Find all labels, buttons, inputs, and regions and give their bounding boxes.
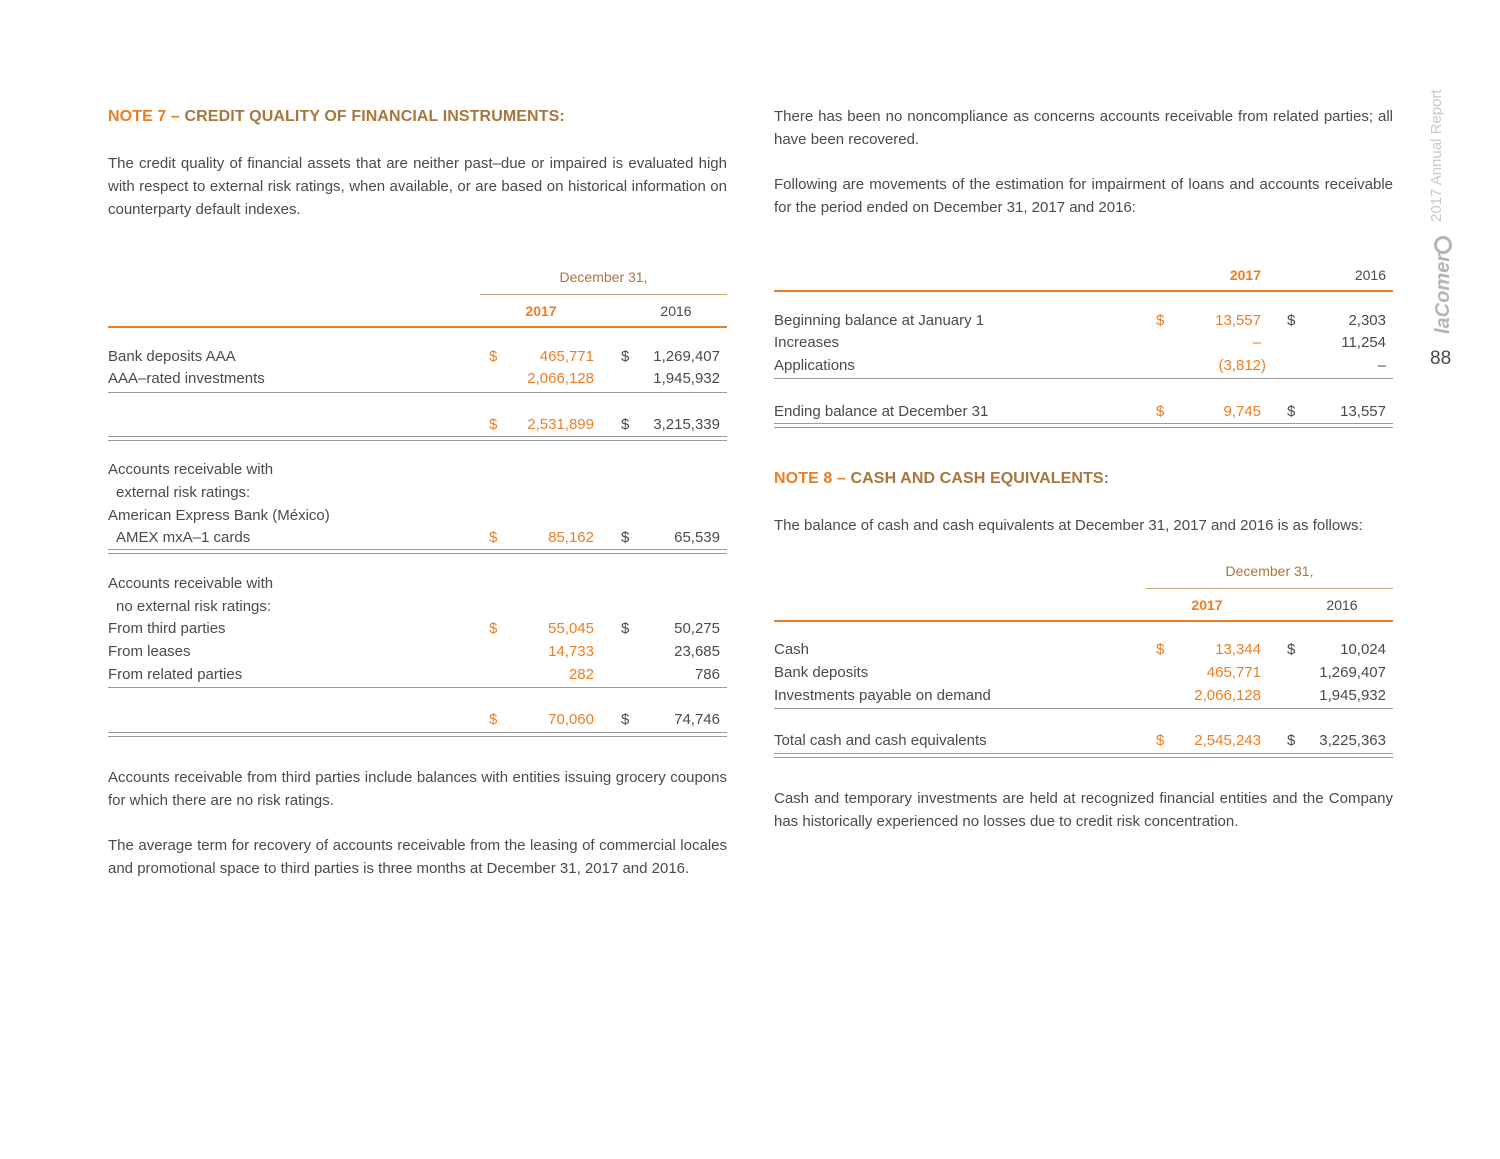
- total-2017: 70,060: [548, 711, 594, 728]
- note8-col-2016: 2016: [1326, 597, 1358, 613]
- value-2016: 10,024: [1340, 641, 1386, 658]
- value-2016: 23,685: [674, 643, 720, 660]
- section-subheading: American Express Bank (México): [108, 507, 330, 524]
- report-title: 2017 Annual Report: [1428, 89, 1445, 222]
- note7-para-third-parties: Accounts receivable from third parties include balances with entities issuing grocery coupons for which there are no risk ratings.: [108, 769, 727, 809]
- value-2016: 786: [694, 666, 720, 683]
- note8-col-2017: 2017: [1191, 597, 1223, 613]
- row-divider: [774, 708, 1393, 709]
- section-heading: external risk ratings:: [116, 484, 251, 501]
- table-row-label: From third parties: [108, 620, 226, 637]
- note7-header-date: December 31,: [559, 269, 648, 285]
- header-rule: [774, 290, 1393, 292]
- table-row-label: Cash: [774, 641, 810, 658]
- note7-col-2016: 2016: [660, 303, 692, 319]
- section-heading: Accounts receivable with: [108, 461, 274, 478]
- value-2016: 1,945,932: [653, 370, 720, 387]
- currency-symbol: $: [1156, 403, 1165, 420]
- value-2017: 282: [568, 666, 594, 683]
- currency-symbol: $: [1287, 641, 1296, 658]
- table-row-label: From leases: [108, 643, 191, 660]
- note8-title-text: CASH AND CASH EQUIVALENTS:: [850, 470, 1110, 487]
- value-2017: 465,771: [539, 348, 594, 365]
- total-double-rule: [774, 753, 1393, 758]
- value-2017: 85,162: [548, 529, 594, 546]
- value-2016: 1,269,407: [653, 348, 720, 365]
- value-2017: 2,066,128: [1194, 687, 1261, 704]
- table-row-label: From related parties: [108, 666, 243, 683]
- note7-para-average-term: The average term for recovery of accounts receivable from the leasing of commercial locales and promotional space to third parties is three months at December 31, 2017 and 2016.: [108, 837, 727, 877]
- currency-symbol: $: [489, 620, 498, 637]
- total-2016: 3,225,363: [1319, 732, 1386, 749]
- note8-header-date: December 31,: [1225, 563, 1314, 579]
- total-double-rule: [108, 436, 727, 441]
- company-logo: laComer: [1432, 253, 1454, 334]
- currency-symbol: $: [1287, 732, 1296, 749]
- table-row-label: Applications: [774, 357, 855, 374]
- table-row-label: Investments payable on demand: [774, 687, 991, 704]
- total-2016: 13,557: [1340, 403, 1386, 420]
- value-2017: 13,557: [1215, 312, 1261, 329]
- note7-title: [108, 108, 565, 126]
- currency-symbol: $: [1287, 312, 1296, 329]
- currency-symbol: $: [1156, 641, 1165, 658]
- note7-title-text: CREDIT QUALITY OF FINANCIAL INSTRUMENTS:: [184, 108, 565, 125]
- table-row-label: AAA–rated investments: [108, 370, 265, 387]
- value-2017: 55,045: [548, 620, 594, 637]
- total-2016: 3,215,339: [653, 416, 720, 433]
- page-number: 88: [1430, 348, 1452, 369]
- note8-closing-para: Cash and temporary investments are held at recognized financial entities and the Company has historically experienced no losses due to credit risk concentration.: [774, 790, 1393, 830]
- note7-col-2017: 2017: [525, 303, 557, 319]
- row-divider: [774, 378, 1393, 379]
- value-2016: 50,275: [674, 620, 720, 637]
- header-rule: [774, 620, 1393, 622]
- table-total-label: Total cash and cash equivalents: [774, 732, 987, 749]
- value-2016: 2,303: [1348, 312, 1386, 329]
- table-total-label: Ending balance at December 31: [774, 403, 989, 420]
- currency-symbol: $: [489, 416, 498, 433]
- currency-symbol: $: [621, 416, 630, 433]
- currency-symbol: $: [621, 711, 630, 728]
- impairment-intro: Following are movements of the estimation for impairment of loans and accounts receivable for the period ended on December 31, 2017 and 2016:: [774, 176, 1393, 216]
- currency-symbol: $: [489, 348, 498, 365]
- currency-symbol: $: [1287, 403, 1296, 420]
- table-row-label: Bank deposits AAA: [108, 348, 236, 365]
- value-2016: 65,539: [674, 529, 720, 546]
- note8-title: [774, 470, 1109, 488]
- currency-symbol: $: [621, 348, 630, 365]
- movements-col-2016: 2016: [1354, 267, 1386, 283]
- row-divider: [108, 392, 727, 393]
- value-2016: 11,254: [1341, 334, 1386, 351]
- row-divider: [108, 687, 727, 688]
- value-2017: 2,066,128: [527, 370, 594, 387]
- header-divider: [480, 294, 727, 295]
- total-2016: 74,746: [674, 711, 720, 728]
- note7-number: NOTE 7 –: [108, 108, 180, 125]
- total-double-rule: [108, 549, 727, 554]
- value-2017: 465,771: [1206, 664, 1261, 681]
- value-2017: –: [1252, 334, 1261, 351]
- value-2017: 13,344: [1215, 641, 1261, 658]
- value-2016: 1,945,932: [1319, 687, 1386, 704]
- currency-symbol: $: [621, 529, 630, 546]
- total-2017: 9,745: [1223, 403, 1261, 420]
- total-double-rule: [108, 732, 727, 737]
- value-2017: 14,733: [548, 643, 594, 660]
- header-divider: [1146, 588, 1393, 589]
- value-2016: –: [1377, 357, 1386, 374]
- section-heading: no external risk ratings:: [116, 598, 272, 615]
- value-2016: 1,269,407: [1319, 664, 1386, 681]
- movements-col-2017: 2017: [1229, 267, 1261, 283]
- logo-icon: [1434, 236, 1452, 254]
- value-2017: (3,812): [1218, 357, 1266, 374]
- table-row-label: Bank deposits: [774, 664, 869, 681]
- table-row-label: Beginning balance at January 1: [774, 312, 985, 329]
- related-parties-para: There has been no noncompliance as concerns accounts receivable from related parties; all have been recovered.: [774, 108, 1393, 148]
- note8-number: NOTE 8 –: [774, 470, 846, 487]
- section-heading: Accounts receivable with: [108, 575, 274, 592]
- currency-symbol: $: [1156, 732, 1165, 749]
- currency-symbol: $: [1156, 312, 1165, 329]
- table-row-label: AMEX mxA–1 cards: [116, 529, 251, 546]
- currency-symbol: $: [489, 529, 498, 546]
- total-2017: 2,531,899: [527, 416, 594, 433]
- total-double-rule: [774, 423, 1393, 428]
- currency-symbol: $: [621, 620, 630, 637]
- currency-symbol: $: [489, 711, 498, 728]
- total-2017: 2,545,243: [1194, 732, 1261, 749]
- note7-intro: The credit quality of financial assets that are neither past–due or impaired is evaluated high with respect to external risk ratings, when available, or are based on historical information on counterparty default indexes.: [108, 155, 727, 218]
- note8-intro: The balance of cash and cash equivalents at December 31, 2017 and 2016 is as follows:: [774, 517, 1363, 534]
- table-row-label: Increases: [774, 334, 840, 351]
- header-rule: [108, 326, 727, 328]
